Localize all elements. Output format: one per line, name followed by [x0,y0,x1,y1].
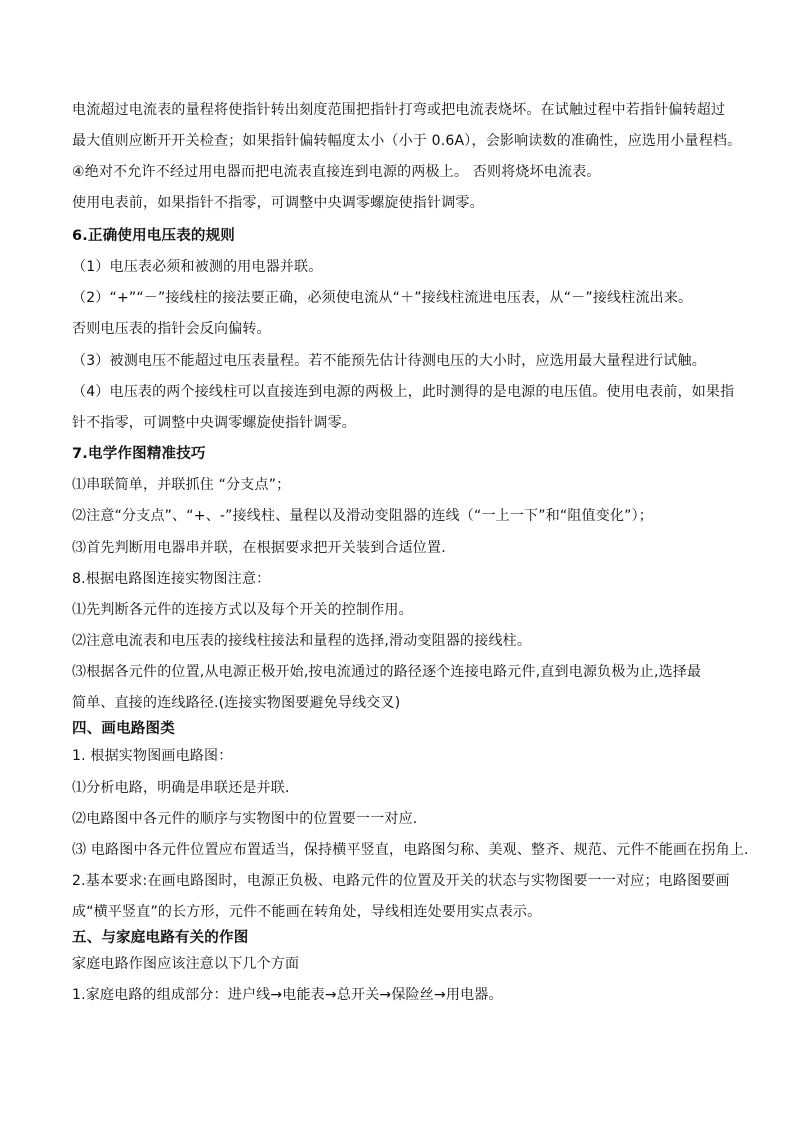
text-line: 家庭电路作图应该注意以下几个方面 [72,956,300,972]
text-line: ⑵注意“分支点”、“+、-”接线柱、量程以及滑动变阻器的连线（“一上一下”和“阻值变化”）； [72,508,654,524]
text-line: 1.家庭电路的组成部分：进户线→电能表→总开关→保险丝→用电器。 [72,987,503,1003]
text-line: ⑴先判断各元件的连接方式以及每个开关的控制作用。 [72,602,413,618]
text-line: 最大值则应断开开关检查；如果指针偏转幅度太小（小于 0.6A），会影响读数的准确性，应选用小量程档。 [72,133,742,149]
text-line: ⑴串联简单，并联抓住 “分支点”； [72,477,291,493]
text-line: （4）电压表的两个接线柱可以直接连到电源的两极上，此时测得的是电源的电压值。使用电表前，如果指 [72,384,735,400]
text-line: ⑴分析电路，明确是串联还是并联. [72,780,290,796]
text-line: 否则电压表的指针会反向偏转。 [72,321,271,337]
text-line: 电流超过电流表的量程将使指针转出刻度范围把指针打弯或把电流表烧坏。在试触过程中若指针偏转超过 [72,102,726,118]
section-heading: 6.正确使用电压表的规则 [72,228,235,244]
text-line: ⑶ 电路图中各元件位置应布置适当，保持横平竖直，电路图匀称、美观、整齐、规范、元件不能画在拐角上. [72,842,749,858]
section-heading: 五、与家庭电路有关的作图 [72,930,249,946]
section-heading: 7.电学作图精准技巧 [72,446,206,462]
text-line: ⑵电路图中各元件的顺序与实物图中的位置要一一对应. [72,811,418,827]
text-line: （3）被测电压不能超过电压表量程。若不能预先估计待测电压的大小时，应选用最大量程进行试触。 [72,353,706,369]
text-line: （1）电压表必须和被测的用电器并联。 [72,259,323,275]
text-line: （2）“+”“－”接线柱的接法要正确，必须使电流从“＋”接线柱流进电压表，从“－”接线柱流出来。 [72,290,693,306]
text-line: 2.基本要求:在画电路图时，电源正负极、电路元件的位置及开关的状态与实物图要一一对应；电路图要画 [72,873,730,889]
text-line: 1. 根据实物图画电路图： [72,748,233,764]
text-line: 使用电表前，如果指针不指零，可调整中央调零螺旋使指针调零。 [72,195,484,211]
text-line: ⑶根据各元件的位置,从电源正极开始,按电流通过的路径逐个连接电路元件,直到电源负极为止,选择最 [72,664,702,680]
text-line: 成“横平竖直”的长方形，元件不能画在转角处，导线相连处要用实点表示。 [72,904,542,920]
text-line: ④绝对不允许不经过用电器而把电流表直接连到电源的两极上。 否则将烧坏电流表。 [72,164,601,180]
text-line: ⑶首先判断用电器串并联，在根据要求把开关装到合适位置. [72,540,446,556]
section-heading: 四、画电路图类 [72,721,175,737]
text-line: 简单、直接的连线路径.(连接实物图要避免导线交叉) [72,695,401,711]
text-line: 针不指零，可调整中央调零螺旋使指针调零。 [72,415,356,431]
text-line: ⑵注意电流表和电压表的接线柱接法和量程的选择,滑动变阻器的接线柱。 [72,633,532,649]
text-line: 8.根据电路图连接实物图注意： [72,571,271,587]
